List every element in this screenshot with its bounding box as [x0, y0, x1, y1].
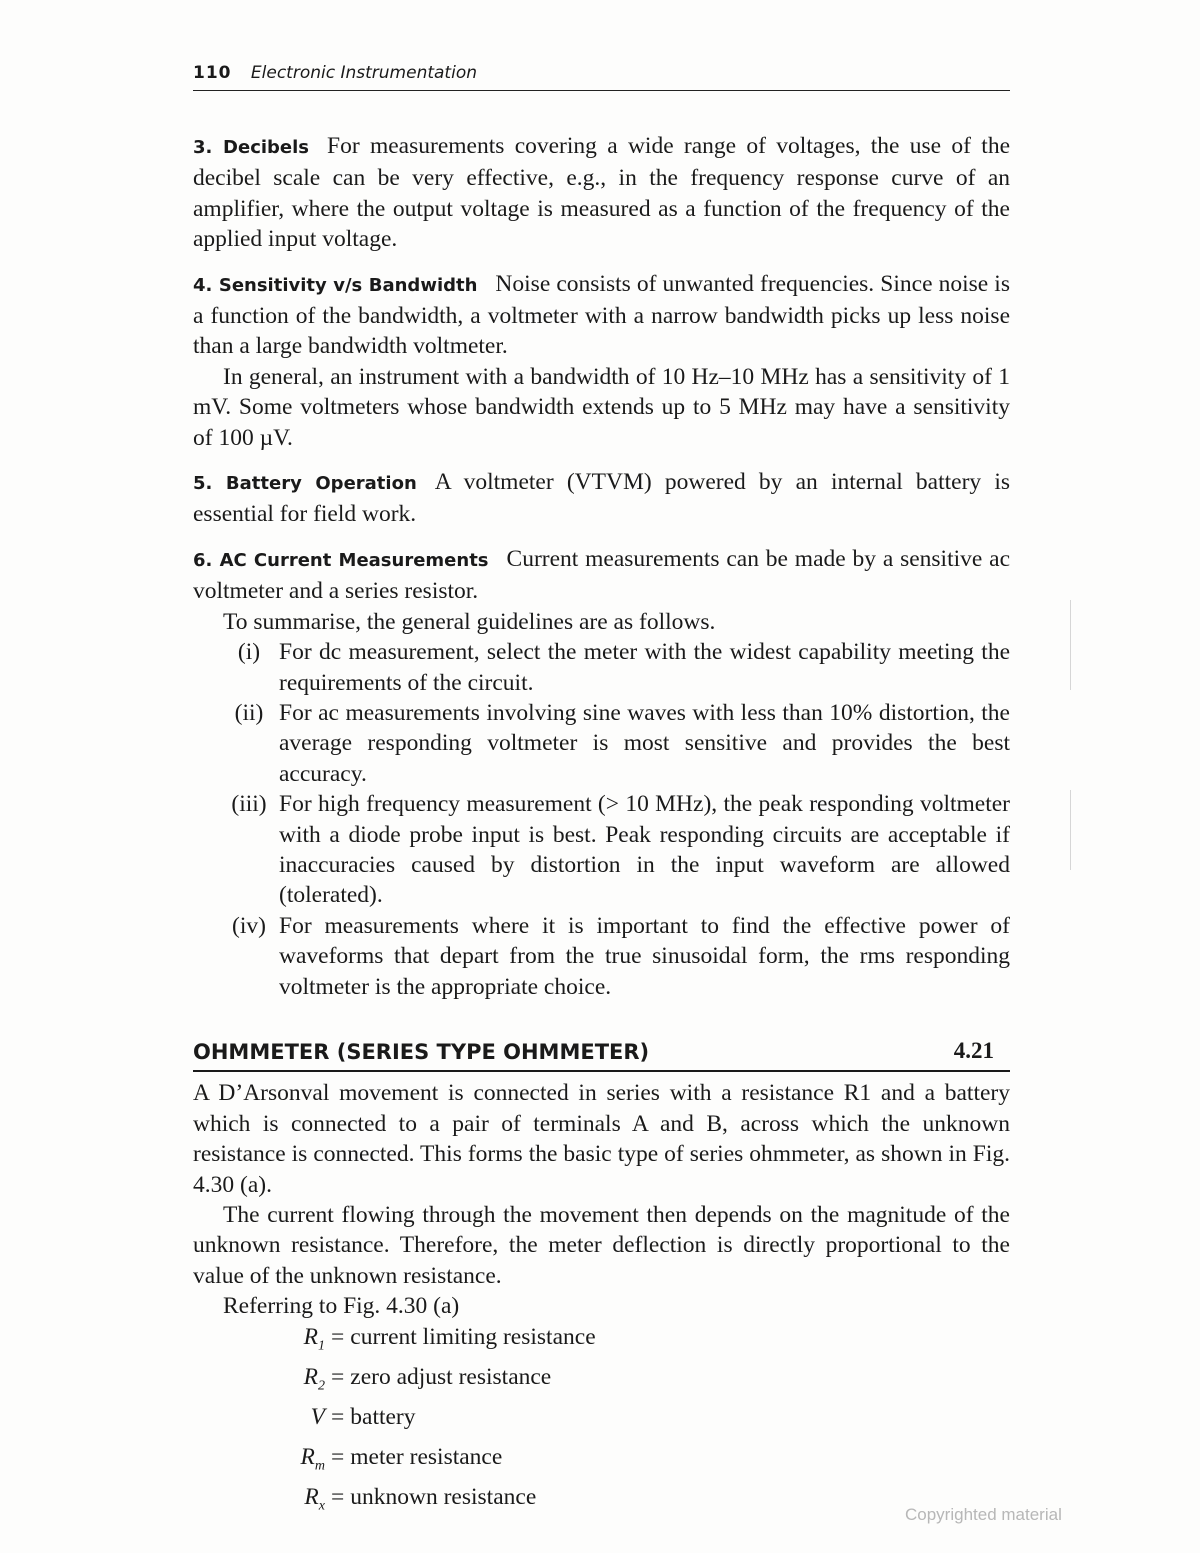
summary-intro: To summarise, the general guidelines are as follows.: [223, 608, 716, 635]
paragraph-text: A voltmeter (VTVM) powered by an internal battery is essential for field work.: [193, 469, 1010, 528]
scan-edge-mark: [1070, 790, 1071, 870]
equals-sign: =: [331, 1403, 345, 1430]
watermark: Copyrighted material: [905, 1505, 1062, 1524]
definition-row: [273, 1362, 1010, 1402]
symbol-subscript: m: [314, 1458, 325, 1474]
guidelines-list: [193, 637, 1010, 1002]
symbol: R: [300, 1443, 315, 1470]
run-in-heading: 5. Battery Operation: [193, 473, 417, 495]
paragraph-text: For measurements covering a wide range of voltages, the use of the decibel scale can be very effective, e.g., in the frequency response curve of an amplifier, where the output voltage is measured as a function of the frequency of the applied input voltage.: [193, 133, 1010, 253]
section-paragraph-1: A D’Arsonval movement is connected in series with a resistance R1 and a battery which is connected to a pair of terminals A and B, across which the unknown resistance is connected. This forms the basic type of series ohmmeter, as shown in Fig. 4.30 (a).: [193, 1080, 1010, 1198]
section-number: 4.21: [953, 1037, 994, 1063]
page-content: [193, 60, 1010, 1522]
list-number: (iv): [232, 912, 266, 939]
equals-sign: =: [331, 1323, 345, 1350]
list-item: [193, 698, 1010, 789]
list-number: (ii): [234, 699, 264, 726]
symbol: V: [310, 1403, 325, 1430]
list-item: [193, 911, 1010, 1002]
list-text: For ac measurements involving sine waves with less than 10% distortion, the average responding voltmeter is most sensitive and provides the best accuracy.: [279, 699, 1010, 787]
symbol: R: [303, 1323, 318, 1350]
list-number: (iii): [231, 791, 267, 818]
definition-text: current limiting resistance: [350, 1323, 596, 1350]
run-in-heading: 3. Decibels: [193, 137, 310, 158]
paragraph-text: Current measurements can be made by a sensitive ac voltmeter and a series resistor.: [193, 545, 1011, 605]
run-in-heading: 6. AC Current Measurements: [193, 549, 489, 571]
section-title: OHMMETER (SERIES TYPE OHMMETER): [193, 1040, 650, 1065]
paragraph-battery: [193, 467, 1010, 530]
definition-text: zero adjust resistance: [350, 1363, 552, 1390]
definition-text: battery: [350, 1403, 416, 1430]
definition-row: [273, 1322, 1010, 1362]
list-item: [193, 637, 1010, 698]
paragraph-text: Noise consists of unwanted frequencies. Since noise is a function of the bandwidth, a voltmeter with a narrow bandwidth picks up less noise than a large bandwidth voltmeter.: [193, 270, 1010, 360]
equals-sign: =: [331, 1443, 345, 1470]
referring-line: Referring to Fig. 4.30 (a): [223, 1293, 460, 1320]
list-text: For dc measurement, select the meter with the widest capability meeting the requirements of the circuit.: [279, 639, 1010, 696]
section-heading: [193, 1036, 1010, 1072]
running-head: [193, 60, 1010, 91]
list-item: [193, 789, 1010, 911]
page-number: 110: [193, 63, 232, 83]
list-text: For high frequency measurement (> 10 MHz), the peak responding voltmeter with a diode probe input is best. Peak responding circuits are acceptable if inaccuracies caused by distortion in the input waveform are allowed (tolerated).: [279, 791, 1010, 909]
scan-edge-mark: [1070, 600, 1071, 690]
symbol-subscript: 2: [318, 1378, 325, 1394]
symbol-subscript: x: [318, 1498, 325, 1514]
definition-row: [273, 1442, 1010, 1482]
equals-sign: =: [331, 1484, 345, 1510]
equals-sign: =: [331, 1363, 345, 1390]
definition-text: unknown resistance: [350, 1484, 537, 1510]
paragraph-sensitivity: [193, 269, 1010, 362]
symbol-subscript: 1: [318, 1338, 325, 1354]
paragraph-decibels: [193, 131, 1010, 255]
definition-row: [273, 1402, 1010, 1442]
list-number: (i): [237, 639, 261, 666]
definition-text: meter resistance: [350, 1443, 503, 1470]
book-title: Electronic Instrumentation: [250, 63, 477, 83]
paragraph-sensitivity-cont: In general, an instrument with a bandwidth of 10 Hz–10 MHz has a sensitivity of 1 mV. Some voltmeters whose bandwidth extends up to 5 MHz may have a sensitivity of 100 µV.: [193, 363, 1010, 451]
symbol: R: [303, 1363, 318, 1390]
definition-row: [273, 1482, 1010, 1522]
paragraph-ac-current: [193, 544, 1010, 607]
run-in-heading: 4. Sensitivity v/s Bandwidth: [193, 274, 478, 296]
symbol: R: [304, 1484, 319, 1510]
section-paragraph-2: The current flowing through the movement then depends on the magnitude of the unknown resistance. Therefore, the meter deflection is directly proportional to the value of the unknown resistance.: [193, 1202, 1010, 1289]
list-text: For measurements where it is important to find the effective power of waveforms that depart from the true sinusoidal form, the rms responding voltmeter is the appropriate choice.: [279, 912, 1010, 1000]
definitions-list: [273, 1322, 1010, 1522]
